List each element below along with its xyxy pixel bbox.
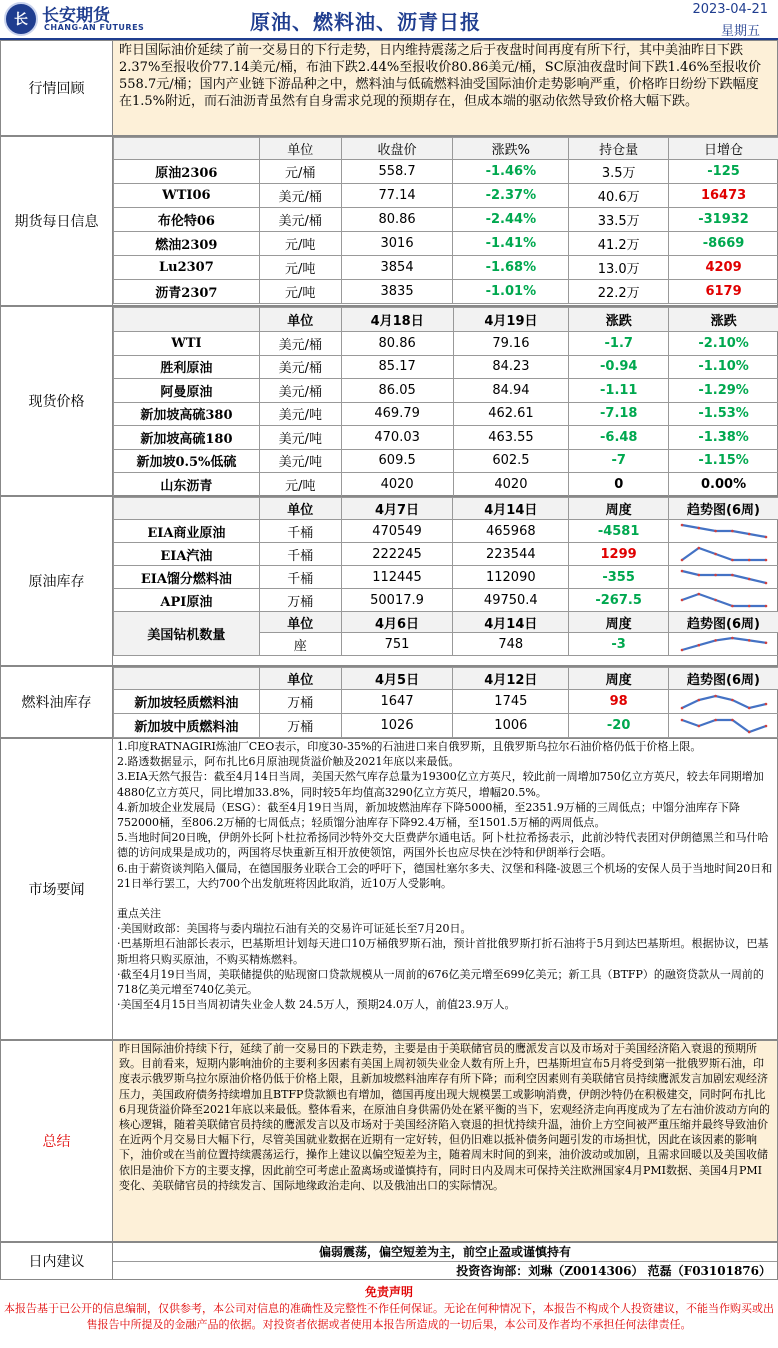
- sparkline-point: [731, 698, 734, 701]
- spot-cell: 79.16: [453, 332, 569, 356]
- sparkline-path: [682, 525, 766, 537]
- fuel-stock-cell: 万桶: [259, 690, 341, 714]
- spot-cell: 胜利原油: [114, 355, 260, 379]
- crude-stock-section: [0, 496, 778, 666]
- spot-cell: 美元/吨: [259, 402, 341, 426]
- spot-cell: 美元/桶: [259, 332, 341, 356]
- spot-cell: 阿曼原油: [114, 379, 260, 403]
- crude-stock-cell: 223544: [453, 543, 569, 566]
- futures-cell: 美元/桶: [259, 184, 341, 208]
- sparkline-point: [731, 718, 734, 721]
- market-review-text: 昨日国际油价延续了前一交易日的下行走势，日内维持震荡之后于夜盘时间再度有所下行，其中美油昨日下跌2.37%至报收价77.14美元/桶，布油下跌2.44%至报收价80.86美元/桶，SC原油夜盘时间下跌1.46%至报收价558.7元/桶；国内产业链下游品种之中，燃料油与低硫燃料油受国际油价走势影响严重，价格昨日纷纷下跌幅度在1.5%附近，而石油沥青虽然有自身需求兑现的预期存在，但成本端的驱动依然导致价格大幅下跌。: [113, 41, 777, 135]
- news-line: ·美国至4月15日当周初请失业金人数 24.5万人，预期24.0万人，前值23.9万人。: [117, 998, 516, 1012]
- futures-cell: 6179: [669, 280, 778, 304]
- futures-section: [0, 136, 778, 306]
- column-header: 4月12日: [453, 668, 569, 690]
- news-line: 4.新加坡企业发展局（ESG）：截至4月19日当周，新加坡燃油库存下降5000桶，至2351.9万桶的三周低点；中馏分油库存下降752000桶，至806.2万桶的七周低点；轻质馏分油库存下降92.4万桶，至1501.5万桶的两周低点。: [117, 800, 740, 830]
- futures-cell: 布伦特06: [114, 208, 260, 232]
- table-row: [114, 566, 778, 589]
- crude-stock-cell: 49750.4: [453, 589, 569, 612]
- futures-cell: 22.2万: [569, 280, 669, 304]
- crude-stock-cell: EIA商业原油: [114, 520, 260, 543]
- futures-cell: 原油2306: [114, 160, 260, 184]
- news-line: ·截至4月19日当周，美联储提供的贴现窗口贷款规模从一周前的676亿美元增至699亿美元；新工具（BTFP）的融资贷款从一周前的718亿美元增至740亿美元。: [117, 967, 764, 997]
- fuel-stock-label: 燃料油库存: [1, 667, 113, 737]
- brand-name: 长安期货: [42, 6, 110, 26]
- sparkline-point: [697, 527, 700, 530]
- sparkline-point: [697, 574, 700, 577]
- crude-stock-cell: 1299: [569, 543, 669, 566]
- spot-cell: 85.17: [341, 355, 453, 379]
- table-row: [114, 256, 778, 280]
- fuel-stock-cell: -20: [569, 714, 669, 738]
- advice-label: 日内建议: [1, 1243, 113, 1279]
- futures-cell: 4209: [669, 256, 778, 280]
- sparkline-icon: [678, 522, 770, 540]
- table-header-row: [114, 498, 778, 520]
- table-row: [114, 208, 778, 232]
- futures-cell: -2.44%: [453, 208, 569, 232]
- trend-chart-cell: [669, 566, 778, 589]
- column-header: 收盘价: [341, 138, 453, 160]
- column-header: 4月19日: [453, 308, 569, 332]
- news-line: 6.由于薪资谈判陷入僵局，在德国服务业联合工会的呼吁下，德国杜塞尔多夫、汉堡和科隆-波恩三个机场的安保人员于当地时间20日和21日举行罢工，大约700个出发航班将因此取消，近10万人受影响。: [117, 861, 773, 890]
- sparkline-point: [697, 593, 700, 596]
- crude-stock-cell: 112445: [341, 566, 453, 589]
- crude-stock-cell: 465968: [453, 520, 569, 543]
- sparkline-icon: [678, 545, 770, 563]
- column-header: [114, 498, 260, 520]
- summary-section: [0, 1040, 778, 1242]
- spot-cell: 462.61: [453, 402, 569, 426]
- trend-chart-cell: [669, 714, 778, 738]
- spot-cell: -6.48: [569, 426, 669, 450]
- sparkline-point: [714, 530, 717, 533]
- news-line: ·巴基斯坦石油部长表示，巴基斯坦计划每天进口10万桶俄罗斯石油，预计首批俄罗斯打折石油将于5月到达巴基斯坦。根据协议，巴基斯坦将只购买原油，不购买精炼燃料。: [117, 937, 769, 966]
- news-line: 5.当地时间20日晚，伊朗外长阿卜杜拉希扬同沙特外交大臣费萨尔通电话。阿卜杜拉希扬表示，此前沙特代表团对伊朗德黑兰和马什哈德的访问成果是成功的，两国将尽快重新互相开放使领馆，两国外长也应尽快在沙特和伊朗举行会晤。: [117, 831, 769, 860]
- futures-cell: 3854: [341, 256, 453, 280]
- futures-cell: 80.86: [341, 208, 453, 232]
- spot-cell: 美元/吨: [259, 426, 341, 450]
- report-weekday: 星期五: [720, 24, 760, 39]
- column-header: 趋势图(6周): [669, 498, 778, 520]
- market-review-section: [0, 40, 778, 136]
- spot-cell: -1.29%: [669, 379, 778, 403]
- table-row: [114, 280, 778, 304]
- crude-stock-cell: EIA馏分燃料油: [114, 566, 260, 589]
- fuel-stock-section: [0, 666, 778, 738]
- column-header: 4月14日: [453, 612, 569, 633]
- spot-cell: -1.53%: [669, 402, 778, 426]
- sparkline-point: [714, 718, 717, 721]
- table-row: [114, 520, 778, 543]
- trend-chart-cell: [669, 633, 778, 656]
- spot-cell: -7: [569, 449, 669, 473]
- spot-cell: -1.11: [569, 379, 669, 403]
- rig-cell: 751: [341, 633, 453, 656]
- table-row: [114, 714, 778, 738]
- brand-name-en: CHANG-AN FUTURES: [44, 23, 145, 32]
- column-header: [114, 668, 260, 690]
- spot-cell: 86.05: [341, 379, 453, 403]
- spot-cell: 469.79: [341, 402, 453, 426]
- report-header: [0, 0, 778, 40]
- column-header: 4月5日: [341, 668, 453, 690]
- sparkline-point: [747, 639, 750, 642]
- sparkline-point: [697, 698, 700, 701]
- table-row: [114, 449, 778, 473]
- sparkline-point: [747, 706, 750, 709]
- report-date: 2023-04-21: [692, 2, 768, 17]
- rig-cell: 座: [259, 633, 341, 656]
- sparkline-point: [714, 694, 717, 697]
- futures-cell: 77.14: [341, 184, 453, 208]
- table-row: [114, 473, 778, 497]
- spot-cell: 4020: [341, 473, 453, 497]
- column-header: 单位: [259, 138, 341, 160]
- sparkline-icon: [678, 693, 770, 711]
- table-row: [114, 589, 778, 612]
- news-line: 重点关注: [117, 907, 161, 921]
- table-header-row: [114, 668, 778, 690]
- crude-stock-cell: API原油: [114, 589, 260, 612]
- sparkline-point: [680, 706, 683, 709]
- spot-cell: 470.03: [341, 426, 453, 450]
- futures-cell: 3835: [341, 280, 453, 304]
- futures-cell: 3.5万: [569, 160, 669, 184]
- analyst-line: 投资咨询部：刘琳（Z0014306） 范磊（F03101876）: [456, 1264, 771, 1278]
- sparkline-path: [682, 696, 766, 708]
- futures-cell: -1.68%: [453, 256, 569, 280]
- futures-label: 期货每日信息: [1, 137, 113, 305]
- disclaimer: [0, 1283, 778, 1345]
- futures-cell: 元/桶: [259, 160, 341, 184]
- spot-cell: 0.00%: [669, 473, 778, 497]
- sparkline-icon: [678, 568, 770, 586]
- sparkline-icon: [678, 717, 770, 735]
- sparkline-point: [714, 553, 717, 556]
- news-section: [0, 738, 778, 1040]
- column-header: 涨跌: [669, 308, 778, 332]
- rig-count-label: 美国钻机数量: [114, 612, 260, 656]
- news-line: 3.EIA天然气报告：截至4月14日当周，美国天然气库存总量为19300亿立方英尺，较此前一周增加750亿立方英尺，较去年同期增加4880亿立方英尺，同比增加33.8%，同时较5年均值高3290亿立方英尺，增幅20.5%。: [117, 770, 764, 799]
- spot-cell: 602.5: [453, 449, 569, 473]
- news-label: 市场要闻: [1, 739, 113, 1039]
- crude-stock-cell: 222245: [341, 543, 453, 566]
- sparkline-point: [747, 578, 750, 581]
- column-header: 单位: [259, 308, 341, 332]
- crude-stock-cell: -355: [569, 566, 669, 589]
- sparkline-point: [731, 530, 734, 533]
- spot-cell: 元/吨: [259, 473, 341, 497]
- fuel-stock-cell: 新加坡中质燃料油: [114, 714, 260, 738]
- futures-cell: 元/吨: [259, 280, 341, 304]
- sparkline-path: [682, 548, 766, 560]
- market-review-label: 行情回顾: [1, 41, 113, 135]
- spot-section: [0, 306, 778, 496]
- sparkline-point: [764, 536, 767, 539]
- spot-cell: -1.15%: [669, 449, 778, 473]
- sparkline-path: [682, 571, 766, 583]
- sparkline-point: [680, 570, 683, 573]
- column-header: 单位: [259, 668, 341, 690]
- crude-stock-cell: 470549: [341, 520, 453, 543]
- column-header: 4月18日: [341, 308, 453, 332]
- column-header: 持仓量: [569, 138, 669, 160]
- futures-cell: -1.01%: [453, 280, 569, 304]
- fuel-stock-cell: 万桶: [259, 714, 341, 738]
- sparkline-point: [680, 718, 683, 721]
- futures-cell: 16473: [669, 184, 778, 208]
- sparkline-point: [731, 574, 734, 577]
- spot-cell: -1.38%: [669, 426, 778, 450]
- table-row: [114, 332, 778, 356]
- table-row: [114, 379, 778, 403]
- spot-cell: 新加坡0.5%低硫: [114, 449, 260, 473]
- disclaimer-text: 本报告基于已公开的信息编制，仅供参考，本公司对信息的准确性及完整性不作任何保证。无论在何种情况下，本报告不构成个人投资建议，不能当作购买或出售报告中所提及的金融产品的依据。对投资者依据或者使用本报告所造成的一切后果，本公司及作者均不承担任何法律责任。: [4, 1302, 774, 1331]
- spot-cell: 美元/桶: [259, 355, 341, 379]
- spot-cell: 84.23: [453, 355, 569, 379]
- table-header-row: [114, 308, 778, 332]
- spot-cell: -0.94: [569, 355, 669, 379]
- futures-cell: 燃油2309: [114, 232, 260, 256]
- sparkline-point: [697, 644, 700, 647]
- futures-cell: -31932: [669, 208, 778, 232]
- sparkline-path: [682, 720, 766, 732]
- column-header: [114, 138, 260, 160]
- spot-label: 现货价格: [1, 307, 113, 495]
- sparkline-point: [714, 599, 717, 602]
- column-header: 趋势图(6周): [669, 612, 778, 633]
- sparkline-point: [680, 649, 683, 652]
- trend-chart-cell: [669, 520, 778, 543]
- trend-chart-cell: [669, 543, 778, 566]
- trend-chart-cell: [669, 690, 778, 714]
- advice-section: [0, 1242, 778, 1280]
- table-row: [114, 426, 778, 450]
- spot-cell: 80.86: [341, 332, 453, 356]
- report-title: 原油、燃料油、沥青日报: [250, 10, 481, 34]
- sparkline-point: [764, 702, 767, 705]
- spot-cell: 0: [569, 473, 669, 497]
- futures-cell: Lu2307: [114, 256, 260, 280]
- sparkline-point: [764, 642, 767, 645]
- rig-cell: -3: [569, 633, 669, 656]
- column-header: 单位: [259, 498, 341, 520]
- sparkline-path: [682, 638, 766, 650]
- spot-cell: -1.7: [569, 332, 669, 356]
- futures-cell: 41.2万: [569, 232, 669, 256]
- rig-header-row: [114, 612, 778, 633]
- table-row: [114, 402, 778, 426]
- spot-cell: 山东沥青: [114, 473, 260, 497]
- sparkline-point: [714, 574, 717, 577]
- sparkline-point: [747, 605, 750, 608]
- column-header: 4月7日: [341, 498, 453, 520]
- news-body: [113, 739, 777, 1039]
- sparkline-path: [682, 594, 766, 606]
- crude-stock-cell: 千桶: [259, 543, 341, 566]
- fuel-stock-table: [113, 667, 778, 738]
- crude-stock-cell: EIA汽油: [114, 543, 260, 566]
- news-line: 2.路透数据显示，阿布扎比6月原油现货溢价触及2021年底以来最低。: [117, 755, 460, 769]
- futures-cell: 33.5万: [569, 208, 669, 232]
- futures-table: [113, 137, 778, 304]
- sparkline-point: [680, 599, 683, 602]
- spot-cell: -1.10%: [669, 355, 778, 379]
- summary-text: 昨日国际油价持续下行，延续了前一交易日的下跌走势，主要是由于美联储官员的鹰派发言以及市场对于美国经济陷入衰退的预期所致。目前看来，短期内影响油价的主要利多因素有美国上周初领失业金人数有所上升，巴基斯坦宣布5月将受到第一批俄罗斯石油，印度表示俄罗斯乌拉尔原油价格仍低于价格上限，且新加坡燃料油库存有所下降；而利空因素则有美联储官员持续鹰派发言加剧宏观经济压力，美国政府债务持续增加且BTFP贷款额也有增加，德国再度出现大规模罢工或影响消费，伊朗沙特仍在积极建交，同时阿布扎比6月现货溢价降至2021年底以来最低。整体看来，在原油自身供需仍处在紧平衡的当下，宏观经济走向再度成为了左右油价波动方向的核心逻辑，随着美联储官员持续的鹰派发言以及市场对于美国经济陷入衰退的担忧持续升温，油价上方空间被严重压缩并最终导致油价在近两个月交易日大幅下行，尽管美国就业数据在近期有一定好转，但仍旧难以抵补债务问题引发的市场担忧，因此在该因素的影响下，油价或在当前位置持续震荡运行，操作上建议以偏空短差为主，随着周末时间的到来，油价波动或加剧，且需求回暖以及美国收储依旧是油价下方的主要支撑，因此前空可考虑止盈离场或谨慎持有，同时日内及周末可保持关注欧洲国家4月PMI数据、美国4月PMI变化、美联储官员的持续发言、国际地缘政治走向、以及俄油出口的实际情况。: [113, 1041, 777, 1241]
- futures-cell: -8669: [669, 232, 778, 256]
- futures-cell: -2.37%: [453, 184, 569, 208]
- crude-stock-cell: -267.5: [569, 589, 669, 612]
- table-row: [114, 355, 778, 379]
- spot-cell: 美元/桶: [259, 379, 341, 403]
- futures-cell: 558.7: [341, 160, 453, 184]
- column-header: 周度: [569, 498, 669, 520]
- sparkline-point: [764, 582, 767, 585]
- sparkline-point: [747, 559, 750, 562]
- crude-stock-cell: 千桶: [259, 566, 341, 589]
- sparkline-point: [680, 524, 683, 527]
- sparkline-point: [731, 605, 734, 608]
- futures-cell: 13.0万: [569, 256, 669, 280]
- table-row: [114, 543, 778, 566]
- trend-chart-cell: [669, 589, 778, 612]
- column-header: 单位: [259, 612, 341, 633]
- column-header: 涨跌: [569, 308, 669, 332]
- crude-stock-cell: 万桶: [259, 589, 341, 612]
- sparkline-point: [697, 724, 700, 727]
- column-header: [114, 308, 260, 332]
- news-line: 1.印度RATNAGIRI炼油厂CEO表示，印度30-35%的石油进口来自俄罗斯，且俄罗斯乌拉尔石油价格仍低于价格上限。: [117, 740, 702, 753]
- news-line: [117, 891, 773, 906]
- sparkline-point: [764, 605, 767, 608]
- sparkline-point: [680, 559, 683, 562]
- column-header: 涨跌%: [453, 138, 569, 160]
- spot-cell: 新加坡高硫180: [114, 426, 260, 450]
- futures-cell: 元/吨: [259, 232, 341, 256]
- company-logo-icon: 长: [4, 2, 38, 36]
- fuel-stock-cell: 1026: [341, 714, 453, 738]
- spot-cell: -7.18: [569, 402, 669, 426]
- sparkline-point: [697, 547, 700, 550]
- futures-cell: -1.41%: [453, 232, 569, 256]
- futures-cell: WTI06: [114, 184, 260, 208]
- sparkline-point: [747, 730, 750, 733]
- fuel-stock-cell: 1006: [453, 714, 569, 738]
- crude-stock-cell: 50017.9: [341, 589, 453, 612]
- table-row: [114, 184, 778, 208]
- sparkline-icon: [678, 591, 770, 609]
- summary-label: 总结: [1, 1041, 113, 1241]
- spot-cell: 美元/吨: [259, 449, 341, 473]
- futures-cell: -125: [669, 160, 778, 184]
- spot-cell: 新加坡高硫380: [114, 402, 260, 426]
- futures-cell: 3016: [341, 232, 453, 256]
- table-row: [114, 232, 778, 256]
- crude-stock-table: [113, 497, 778, 656]
- table-row: [114, 690, 778, 714]
- column-header: 4月14日: [453, 498, 569, 520]
- sparkline-point: [731, 637, 734, 640]
- column-header: 4月6日: [341, 612, 453, 633]
- table-header-row: [114, 138, 778, 160]
- spot-cell: 4020: [453, 473, 569, 497]
- futures-cell: 40.6万: [569, 184, 669, 208]
- advice-text: 偏弱震荡，偏空短差为主，前空止盈或谨慎持有: [113, 1243, 777, 1262]
- sparkline-point: [747, 533, 750, 536]
- column-header: 日增仓: [669, 138, 778, 160]
- sparkline-point: [714, 639, 717, 642]
- spot-cell: WTI: [114, 332, 260, 356]
- spot-cell: 84.94: [453, 379, 569, 403]
- fuel-stock-cell: 新加坡轻质燃料油: [114, 690, 260, 714]
- futures-cell: 美元/桶: [259, 208, 341, 232]
- crude-stock-cell: 112090: [453, 566, 569, 589]
- crude-stock-label: 原油库存: [1, 497, 113, 665]
- sparkline-point: [764, 724, 767, 727]
- sparkline-point: [764, 559, 767, 562]
- spot-cell: -2.10%: [669, 332, 778, 356]
- crude-stock-cell: -4581: [569, 520, 669, 543]
- futures-cell: 元/吨: [259, 256, 341, 280]
- futures-cell: 沥青2307: [114, 280, 260, 304]
- disclaimer-title: 免责声明: [364, 1285, 413, 1299]
- crude-stock-cell: 千桶: [259, 520, 341, 543]
- news-line: ·美国财政部：美国将与委内瑞拉石油有关的交易许可证延长至7月20日。: [117, 922, 472, 936]
- sparkline-icon: [678, 635, 770, 653]
- column-header: 趋势图(6周): [669, 668, 778, 690]
- table-row: [114, 160, 778, 184]
- column-header: 周度: [569, 612, 669, 633]
- fuel-stock-cell: 1745: [453, 690, 569, 714]
- fuel-stock-cell: 1647: [341, 690, 453, 714]
- column-header: 周度: [569, 668, 669, 690]
- spot-cell: 463.55: [453, 426, 569, 450]
- futures-cell: -1.46%: [453, 160, 569, 184]
- sparkline-point: [731, 559, 734, 562]
- rig-cell: 748: [453, 633, 569, 656]
- spot-cell: 609.5: [341, 449, 453, 473]
- spot-table: [113, 307, 778, 497]
- fuel-stock-cell: 98: [569, 690, 669, 714]
